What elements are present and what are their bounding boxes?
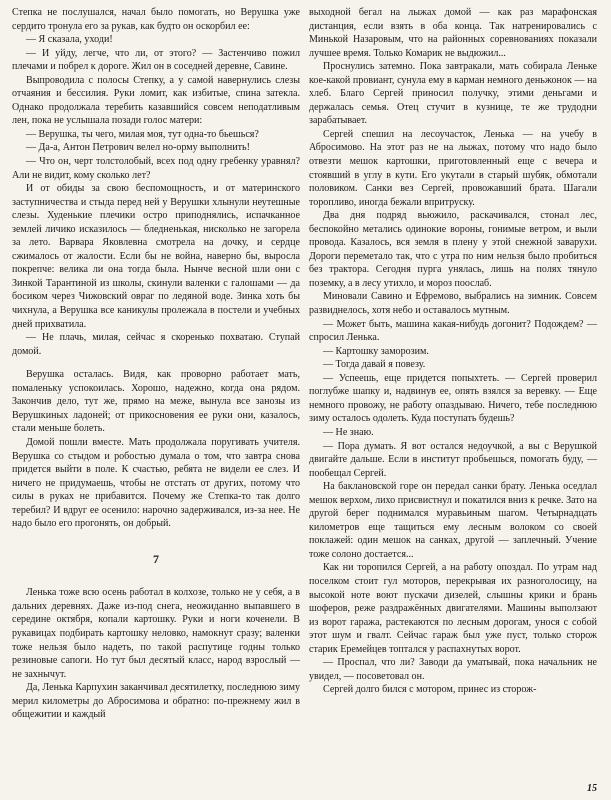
paragraph: — Картошку заморозим. [323, 345, 429, 357]
paragraph: — Я сказала, уходи! [26, 34, 113, 46]
paragraph: — Да-а, Антон Петрович велел но-орму выполнить! [26, 142, 250, 154]
paragraph: Сергей спешил на лесоучасток, Ленька — на учебу в Абросимово. На этот раз не на лыжах, потому что надо было отвезти мешок картошки, приготовленный еще с вечера и стоявший в углу в кути. Его укутали в старый шубяк, обмотали половиком. Санки вез Сергей, провожавший брата. Шагали торопливо, иногда бежали впритруску. [309, 128, 597, 208]
paragraph: Домой пошли вместе. Мать продолжала поругивать учителя. Верушка со стыдом и робостью думала о том, что завтра снова придется выйти в поле. К счастью, ребята не видели ее слез. И ничего не придумаешь, чтобы не отстать от других, потому что силы в руках не прибавится. Почему же Степка-то так долго теребил? И вдруг ее осенило: нарочно задерживался, из-за нее. Не надо было его прогонять, он добрый. [12, 436, 300, 530]
paragraph: Сергей долго бился с мотором, принес из сторож- [323, 684, 537, 696]
paragraph: Как ни торопился Сергей, а на работу опоздал. По утрам над поселком стоит гул моторов, перекрывая их разноголосицу, на высокой ноте воют пускачи дизелей, слышны крики и брань шоферов, реже раздражённых двигателями. Машины выползают из ворот гаража, растекаются по лесным дорогам, унося с собой этот шум и гвалт. Сейчас гараж был уже пуст, только сторож старик Еремейцев топтался у распахнутых ворот. [309, 562, 597, 655]
paragraph: — Что он, черт толстолобый, всех под одну гребенку уравнял? Али не видит, кому сколько лет? [12, 156, 300, 181]
chapter-number: 7 [153, 551, 159, 566]
paragraph: — Пора думать. Я вот остался недоучкой, а вы с Верушкой двигайте дальше. Если в институт пробьешься, помогать буду, — пообещал Сергей. [309, 440, 597, 479]
paragraph: — Успеешь, еще придется попыхтеть. — Сергей проверил поглубже шапку и, надвинув ее, опять взялся за веревку. — Еще немного провожу, не работу опаздываю. Ничего, тебе последнюю зиму осталось одолеть. Куда поступать будешь? [309, 372, 597, 425]
paragraph: Верушка осталась. Видя, как проворно работает мать, помаленьку успокоилась. Хорошо, надежно, когда она рядом. Закончив дело, тут же, прямо на меже, вынула все занозы из Верушкиных ладоней; от прикосновения ее руки они, казалось, стали меньше болеть. [12, 369, 300, 435]
paragraph: — Тогда давай я повезу. [323, 359, 426, 371]
paragraph: На баклановской горе он передал санки брату. Ленька оседлал мешок верхом, лихо присвистнул и покатился вниз к речке. Зато на другой берег поднимался муравьиным шагом. Четырнадцать километров еще тащиться ему лесным волоком со своей поклажей: один мешок на санках, другой — заплечный. Учение тоже солоно достается... [309, 481, 597, 560]
paragraph: — Не плачь, милая, сейчас я скоренько похватаю. Ступай домой. [12, 332, 300, 357]
paragraph: И от обиды за свою беспомощность, и от материнского заступничества и стыда перед ней у Верушки хлынули неутешные слезы. Худенькие плечики остро приподнялись, испачканное землей личико исказилось — бледненькая, нисколько не загорела за лето. Варвара Яковлевна смотрела на дочку, и сердце сжималось от жалости. Если бы не война, наверно бы, выросла покрепче: велика ли она тогда была. Нынче весной шли они с Зинкой Тарантиной из школы, скинули валенки с галошами — да босиком через Чижовский овраг по ледяной воде. Зинка хоть бы чихнула, а Верушка все каникулы пролежала в постели и учебных дней прихватила. [12, 183, 300, 330]
paragraph: — И уйду, легче, что ли, от этого? — Застенчиво пожил плечами и побрел к дороге. Жил он в соседней деревне, Савине. [12, 47, 300, 73]
paragraph: — Проспал, что ли? Заводи да уматывай, пока начальник не увидел, — посоветовал он. [309, 657, 597, 682]
paragraph: Миновали Савино и Ефремово, выбрались на зимник. Совсем развиднелось, хотя небо и оставалось мутным. [309, 291, 597, 317]
paragraph: Ленька тоже всю осень работал в колхозе, только не у себя, а в дальних деревнях. Даже из-под снега, неожиданно выпавшего в середине октября, копали картошку. Руки и ноги коченели. В рукавицах подбирать картошку неловко, намокнут сразу; валенки тоже нельзя было надеть, по такой распутице годны только резиновые сапоги. Но тут был десятый класс, народ взрослый — не захнычут. [12, 587, 300, 680]
left-column [12, 6, 300, 722]
right-column [309, 6, 597, 697]
paragraph: — Может быть, машина какая-нибудь догонит? Подождем? — спросил Ленька. [309, 318, 597, 344]
paragraph: Проснулись затемно. Пока завтракали, мать собирала Леньке кое-какой провиант, сунула ему в карман немного деньжонок — на хлеб. Благо Сергей приносил получку, этими деньгами и держалась семья. Отец стучит в кузнице, те же трудодни зарабатывает. [309, 61, 597, 127]
paragraph: выходной бегал на лыжах домой — как раз марафонская дистанция, если взять в оба конца. Так натренировались с Минькой Назаровым, что на районных соревнованиях показали лучшее время. Только Комарик не выдюжил... [309, 7, 597, 59]
paragraph: — Не знаю. [323, 426, 374, 438]
paragraph: Да, Ленька Карпухин заканчивал десятилетку, последнюю зиму мерил километры до Абросимова и обратно: по-прежнему жил в общежитии и каждый [12, 682, 300, 721]
paragraph: — Верушка, ты чего, милая моя, тут одна-то бьешься? [26, 128, 259, 140]
page-number: 15 [587, 783, 597, 794]
paragraph: Два дня подряд вьюжило, раскачивался, стонал лес, беспокойно метались одинокие вороны, гонимые ветром, и выли провода. Казалось, вся земля в плену у этой снежной заварухи. Дороги переметало так, что с утра по ним нельзя было пробиться без трактора. Сегодня пурга унялась, лишь на полях тянуло поземку, а в лесу утихло, и мороз поослаб. [309, 210, 597, 289]
paragraph: Выпроводила с полосы Степку, а у самой навернулись слезы отчаяния и бессилия. Руки ломит, как избитые, спина затекла. Однако продолжала теребить казавшийся совсем неподатливым лен, пока не услышала позади голос матери: [12, 74, 300, 127]
paragraph: Степка не послушался, начал было помогать, но Верушка уже сердито тронула его за рукав, как будто он оскорбил ее: [12, 7, 300, 32]
